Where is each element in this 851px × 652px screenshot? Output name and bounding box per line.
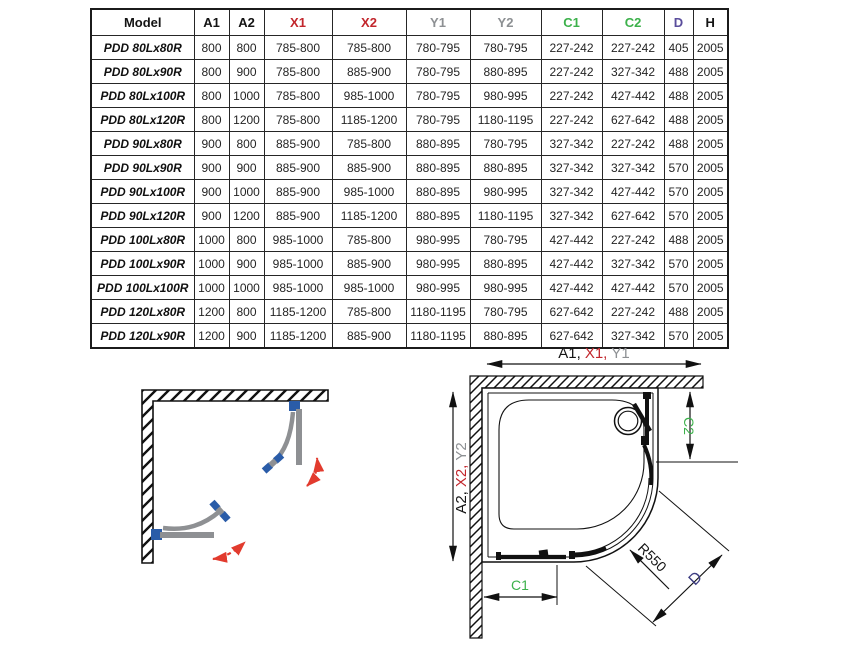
value-cell: 2005 <box>693 252 728 276</box>
value-cell: 885-900 <box>264 132 332 156</box>
value-cell: 800 <box>229 36 264 60</box>
model-cell: PDD 90Lx100R <box>91 180 194 204</box>
value-cell: 900 <box>194 204 229 228</box>
dim-c1 <box>484 565 557 605</box>
value-cell: 1200 <box>229 108 264 132</box>
value-cell: 627-642 <box>541 300 602 324</box>
radius-label <box>630 540 670 589</box>
door-arc <box>163 511 220 529</box>
dim-a1 <box>487 345 701 364</box>
fixed-panel <box>296 409 302 465</box>
model-cell: PDD 80Lx90R <box>91 60 194 84</box>
enclosure-outline <box>482 388 658 562</box>
value-cell: 1000 <box>194 228 229 252</box>
value-cell: 900 <box>194 156 229 180</box>
value-cell: 800 <box>229 300 264 324</box>
value-cell: 880-895 <box>470 60 541 84</box>
value-cell: 800 <box>194 36 229 60</box>
value-cell: 405 <box>664 36 693 60</box>
value-cell: 1185-1200 <box>264 300 332 324</box>
value-cell: 2005 <box>693 84 728 108</box>
value-cell: 980-995 <box>406 228 470 252</box>
model-cell: PDD 80Lx100R <box>91 84 194 108</box>
value-cell: 985-1000 <box>264 252 332 276</box>
table-row <box>91 108 728 132</box>
column-header-c2: C2 <box>602 9 664 36</box>
value-cell: 900 <box>229 60 264 84</box>
column-header-model: Model <box>91 9 194 36</box>
column-header-x1: X1 <box>264 9 332 36</box>
model-cell: PDD 100Lx90R <box>91 252 194 276</box>
value-cell: 785-800 <box>332 132 406 156</box>
swing-arrow-icon <box>213 542 245 559</box>
dim-a2 <box>453 392 470 561</box>
value-cell: 488 <box>664 60 693 84</box>
value-cell: 627-642 <box>541 324 602 349</box>
value-cell: 980-995 <box>470 84 541 108</box>
value-cell: 985-1000 <box>332 180 406 204</box>
table-row <box>91 156 728 180</box>
value-cell: 488 <box>664 228 693 252</box>
svg-text:R550: R550 <box>634 539 670 575</box>
value-cell: 1185-1200 <box>332 108 406 132</box>
value-cell: 900 <box>229 156 264 180</box>
spec-table <box>90 8 729 349</box>
value-cell: 785-800 <box>332 228 406 252</box>
header-row <box>91 9 728 36</box>
value-cell: 980-995 <box>406 252 470 276</box>
value-cell: 780-795 <box>406 60 470 84</box>
column-header-a1: A1 <box>194 9 229 36</box>
value-cell: 985-1000 <box>264 228 332 252</box>
value-cell: 1000 <box>229 84 264 108</box>
value-cell: 885-900 <box>332 252 406 276</box>
dimension-drawing <box>428 340 851 652</box>
value-cell: 570 <box>664 204 693 228</box>
value-cell: 2005 <box>693 300 728 324</box>
value-cell: 1180-1195 <box>470 108 541 132</box>
value-cell: 780-795 <box>470 132 541 156</box>
column-header-x2: X2 <box>332 9 406 36</box>
value-cell: 800 <box>229 228 264 252</box>
value-cell: 570 <box>664 252 693 276</box>
value-cell: 227-242 <box>541 60 602 84</box>
model-cell: PDD 80Lx80R <box>91 36 194 60</box>
value-cell: 1200 <box>194 300 229 324</box>
value-cell: 880-895 <box>406 156 470 180</box>
value-cell: 785-800 <box>264 36 332 60</box>
value-cell: 880-895 <box>406 180 470 204</box>
value-cell: 900 <box>194 180 229 204</box>
value-cell: 900 <box>194 132 229 156</box>
value-cell: 1185-1200 <box>264 324 332 349</box>
model-cell: PDD 80Lx120R <box>91 108 194 132</box>
table-row <box>91 204 728 228</box>
value-cell: 780-795 <box>470 36 541 60</box>
svg-text:C2: C2 <box>681 417 697 435</box>
value-cell: 785-800 <box>264 60 332 84</box>
value-cell: 427-442 <box>541 276 602 300</box>
column-header-y1: Y1 <box>406 9 470 36</box>
door-swing-pictogram <box>125 378 340 583</box>
value-cell: 885-900 <box>332 60 406 84</box>
value-cell: 2005 <box>693 108 728 132</box>
value-cell: 2005 <box>693 324 728 349</box>
value-cell: 627-642 <box>602 108 664 132</box>
value-cell: 2005 <box>693 60 728 84</box>
value-cell: 980-995 <box>470 276 541 300</box>
table-row <box>91 300 728 324</box>
column-header-c1: C1 <box>541 9 602 36</box>
model-cell: PDD 100Lx80R <box>91 228 194 252</box>
value-cell: 570 <box>664 180 693 204</box>
value-cell: 2005 <box>693 156 728 180</box>
value-cell: 1200 <box>229 204 264 228</box>
value-cell: 1180-1195 <box>406 324 470 349</box>
value-cell: 985-1000 <box>332 276 406 300</box>
table-row <box>91 276 728 300</box>
value-cell: 785-800 <box>264 84 332 108</box>
swing-arrow-icon <box>307 458 317 486</box>
value-cell: 488 <box>664 300 693 324</box>
spec-table-body <box>91 36 728 349</box>
value-cell: 780-795 <box>470 300 541 324</box>
value-cell: 488 <box>664 108 693 132</box>
value-cell: 780-795 <box>470 228 541 252</box>
value-cell: 980-995 <box>470 180 541 204</box>
value-cell: 327-342 <box>602 156 664 180</box>
value-cell: 427-442 <box>541 252 602 276</box>
value-cell: 427-442 <box>602 180 664 204</box>
value-cell: 880-895 <box>406 132 470 156</box>
value-cell: 1000 <box>229 276 264 300</box>
value-cell: 327-342 <box>602 60 664 84</box>
value-cell: 427-442 <box>541 228 602 252</box>
column-header-y2: Y2 <box>470 9 541 36</box>
value-cell: 1000 <box>194 252 229 276</box>
value-cell: 627-642 <box>602 204 664 228</box>
door-assembly-top <box>262 401 318 486</box>
value-cell: 880-895 <box>470 156 541 180</box>
value-cell: 780-795 <box>406 84 470 108</box>
value-cell: 227-242 <box>602 300 664 324</box>
value-cell: 570 <box>664 276 693 300</box>
value-cell: 800 <box>194 108 229 132</box>
value-cell: 800 <box>229 132 264 156</box>
value-cell: 900 <box>229 252 264 276</box>
value-cell: 1000 <box>194 276 229 300</box>
value-cell: 227-242 <box>541 108 602 132</box>
door-assembly-bottom <box>151 500 245 559</box>
table-row <box>91 132 728 156</box>
value-cell: 780-795 <box>406 36 470 60</box>
dim-c2 <box>656 392 738 462</box>
column-header-h: H <box>693 9 728 36</box>
svg-text:C1: C1 <box>511 577 529 593</box>
table-row <box>91 60 728 84</box>
value-cell: 880-895 <box>406 204 470 228</box>
value-cell: 1180-1195 <box>470 204 541 228</box>
value-cell: 885-900 <box>264 180 332 204</box>
value-cell: 227-242 <box>541 36 602 60</box>
value-cell: 980-995 <box>406 276 470 300</box>
spec-table-head <box>91 9 728 36</box>
model-cell: PDD 100Lx100R <box>91 276 194 300</box>
value-cell: 327-342 <box>541 132 602 156</box>
table-row <box>91 84 728 108</box>
value-cell: 227-242 <box>541 84 602 108</box>
value-cell: 985-1000 <box>332 84 406 108</box>
value-cell: 570 <box>664 156 693 180</box>
value-cell: 885-900 <box>264 156 332 180</box>
value-cell: 785-800 <box>264 108 332 132</box>
value-cell: 880-895 <box>470 324 541 349</box>
value-cell: 885-900 <box>264 204 332 228</box>
model-cell: PDD 90Lx90R <box>91 156 194 180</box>
value-cell: 1200 <box>194 324 229 349</box>
value-cell: 2005 <box>693 204 728 228</box>
value-cell: 488 <box>664 132 693 156</box>
value-cell: 327-342 <box>541 180 602 204</box>
table-row <box>91 228 728 252</box>
svg-text:A2,X2,Y2: A2,X2,Y2 <box>453 442 470 514</box>
svg-text:A1,X1,Y1: A1, X1, Y1 <box>558 345 630 362</box>
model-cell: PDD 120Lx90R <box>91 324 194 349</box>
svg-text:D: D <box>685 568 706 589</box>
model-cell: PDD 90Lx80R <box>91 132 194 156</box>
value-cell: 900 <box>229 324 264 349</box>
value-cell: 227-242 <box>602 228 664 252</box>
value-cell: 885-900 <box>332 156 406 180</box>
column-header-d: D <box>664 9 693 36</box>
value-cell: 2005 <box>693 276 728 300</box>
value-cell: 327-342 <box>541 156 602 180</box>
value-cell: 2005 <box>693 36 728 60</box>
value-cell: 785-800 <box>332 300 406 324</box>
value-cell: 1185-1200 <box>332 204 406 228</box>
table-row <box>91 180 728 204</box>
value-cell: 327-342 <box>602 324 664 349</box>
value-cell: 2005 <box>693 132 728 156</box>
value-cell: 427-442 <box>602 276 664 300</box>
model-cell: PDD 120Lx80R <box>91 300 194 324</box>
value-cell: 227-242 <box>602 132 664 156</box>
table-row <box>91 36 728 60</box>
value-cell: 800 <box>194 84 229 108</box>
value-cell: 1180-1195 <box>406 300 470 324</box>
value-cell: 1000 <box>229 180 264 204</box>
value-cell: 800 <box>194 60 229 84</box>
value-cell: 880-895 <box>470 252 541 276</box>
value-cell: 885-900 <box>332 324 406 349</box>
value-cell: 570 <box>664 324 693 349</box>
model-cell: PDD 90Lx120R <box>91 204 194 228</box>
fixed-panel <box>160 532 214 538</box>
value-cell: 2005 <box>693 180 728 204</box>
value-cell: 985-1000 <box>264 276 332 300</box>
value-cell: 427-442 <box>602 84 664 108</box>
handle-icon <box>262 452 285 473</box>
value-cell: 327-342 <box>541 204 602 228</box>
value-cell: 780-795 <box>406 108 470 132</box>
value-cell: 785-800 <box>332 36 406 60</box>
value-cell: 327-342 <box>602 252 664 276</box>
table-row <box>91 252 728 276</box>
value-cell: 2005 <box>693 228 728 252</box>
value-cell: 227-242 <box>602 36 664 60</box>
value-cell: 488 <box>664 84 693 108</box>
column-header-a2: A2 <box>229 9 264 36</box>
